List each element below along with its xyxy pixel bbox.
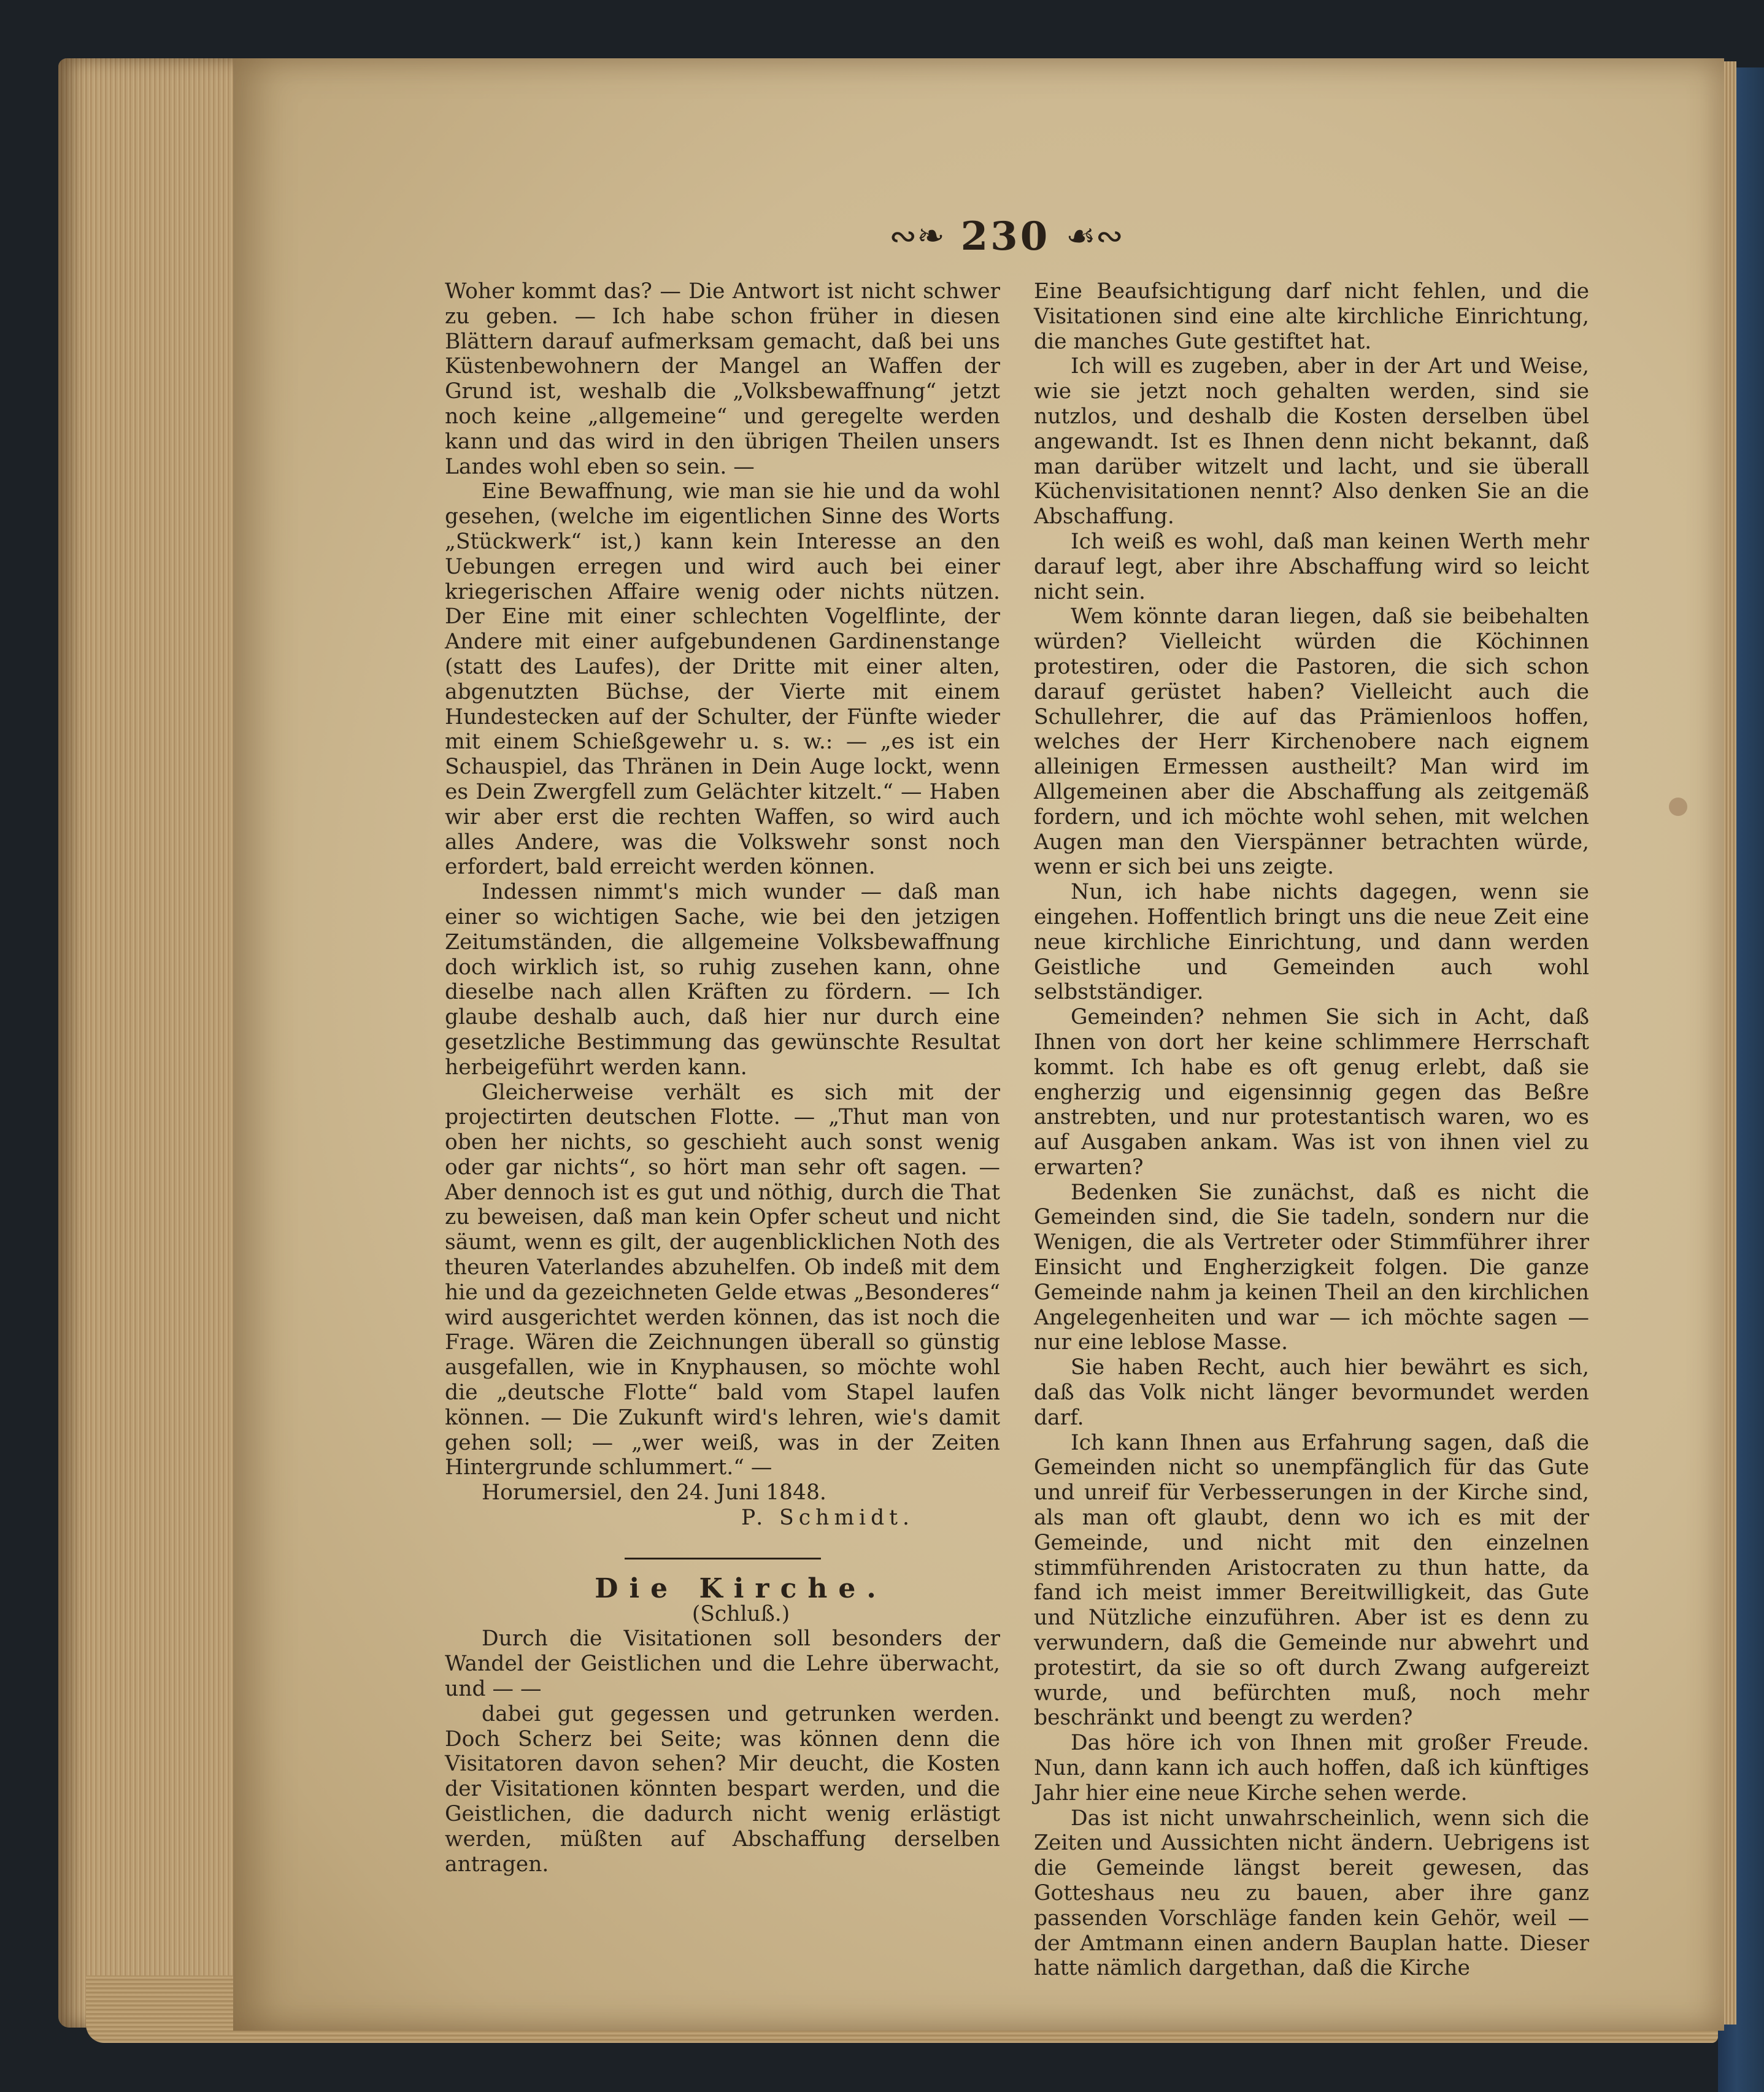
page-number: 230 [960,213,1050,260]
paragraph: Ich will es zugeben, aber in der Art und Weise, wie sie jetzt noch gehalten werden, sind sie nutzlos, und deshalb die Kosten derselben übel angewandt. Ist es Ihnen denn nicht bekannt, daß man darüber witzelt und lacht, und sie überall Küchenvisitationen nennt? Also denken Sie an die Abschaffung. [1034,354,1589,529]
author-signature: P. Schmidt. [741,1506,914,1531]
paragraph: Woher kommt das? — Die Antwort ist nicht schwer zu geben. — Ich habe schon früher in diesen Blättern darauf aufmerksam gemacht, daß bei uns Küstenbewohnern der Mangel an Waffen der Grund ist, weshalb die „Volksbewaffnung“ jetzt noch keine „allgemeine“ und geregelte werden kann und das wird in den übrigen Theilen unsers Landes wohl eben so sein. — [445,279,1000,479]
paragraph: Bedenken Sie zunächst, daß es nicht die Gemeinden sind, die Sie tadeln, sondern nur die Wenigen, die als Vertreter oder Stimmführer ihrer Einsicht und Engherzigkeit folgen. Die ganze Gemeinde nahm ja keinen Theil an den kirchlichen Angelegenheiten und war — ich möchte sagen — nur eine leblose Masse. [1034,1180,1589,1355]
paragraph: dabei gut gegessen und getrunken werden. Doch Scherz bei Seite; was können denn die Visitatoren davon sehen? Mir deucht, die Kosten der Visitationen könnten bespart werden, und die Geistlichen, die dadurch nicht wenig erlästigt werden, müßten auf Abschaffung derselben antragen. [445,1701,1000,1877]
paragraph: Sie haben Recht, auch hier bewährt es sich, daß das Volk nicht länger bevormundet werden darf. [1034,1355,1589,1430]
book-page-stack-left [58,58,261,2028]
section-title: Die Kirche. [595,1572,887,1604]
left-column [445,279,1000,1877]
place-date: Horumersiel, den 24. Juni 1848. [482,1480,826,1506]
paragraph: Das höre ich von Ihnen mit großer Freude. Nun, dann kann ich auch hoffen, daß ich künftiges Jahr hier eine neue Kirche sehen werde. [1034,1731,1589,1806]
page-header [847,212,1166,261]
paragraph: Durch die Visitationen soll besonders der Wandel der Geistlichen und die Lehre überwacht, und — — [445,1626,1000,1702]
paragraph: Gemeinden? nehmen Sie sich in Acht, daß Ihnen von dort her keine schlimmere Herrschaft kommt. Ich habe es oft genug erlebt, daß sie engherzig und eigensinnig gegen das Beßre anstrebten, und nur protestantisch waren, wo es auf Ausgaben ankam. Was ist von ihnen viel zu erwarten? [1034,1005,1589,1180]
paragraph: Eine Beaufsichtigung darf nicht fehlen, und die Visitationen sind eine alte kirchliche Einrichtung, die manches Gute gestiftet hat. [1034,279,1589,354]
paragraph: Nun, ich habe nichts dagegen, wenn sie eingehen. Hoffentlich bringt uns die neue Zeit eine neue kirchliche Einrichtung, und dann werden Geistliche und Gemeinden auch wohl selbstständiger. [1034,880,1589,1005]
paragraph: Eine Bewaffnung, wie man sie hie und da wohl gesehen, (welche im eigentlichen Sinne des Worts „Stückwerk“ ist,) kann kein Interesse an den Uebungen erregen und wird auch bei einer kriegerischen Affaire wenig oder nichts nützen. Der Eine mit einer schlechten Vogelflinte, der Andere mit einer aufgebundenen Gardinenstange (statt des Laufes), der Dritte mit einer alten, abgenutzten Büchse, der Vierte mit einem Hundestecken auf der Schulter, der Fünfte wieder mit einem Schießgewehr u. s. w.: — „es ist ein Schauspiel, das Thränen in Dein Auge lockt, wenn es Dein Zwergfell zum Gelächter kitzelt.“ — Haben wir aber erst die rechten Waffen, so wird auch alles Andere, was die Volkswehr sonst noch erfordert, bald erreicht werden können. [445,479,1000,880]
paper-stain [1669,798,1687,816]
paragraph: Ich kann Ihnen aus Erfahrung sagen, daß die Gemeinden nicht so unempfänglich für das Gute und unreif für Verbesserungen in der Kirche sind, als man oft glaubt, denn wo ich es mit der Gemeinde, und nicht mit den einzelnen stimmführenden Aristocraten zu thun hatte, da fand ich meist immer Bereitwilligkeit, das Gute und Nützliche einzuführen. Aber ist es denn zu verwundern, daß die Gemeinde nur abwehrt und protestirt, da sie so oft durch Zwang aufgereizt wurde, und befürchten muß, noch mehr beschränkt und beengt zu werden? [1034,1430,1589,1731]
paragraph: Gleicherweise verhält es sich mit der projectirten deutschen Flotte. — „Thut man von oben her nichts, so geschieht auch sonst wenig oder gar nichts“, so hört man sehr oft sagen. — Aber dennoch ist es gut und nöthig, durch die That zu beweisen, daß man kein Opfer scheut und nicht säumt, wenn es gilt, der augenblicklichen Noth des theuren Vaterlandes abzuhelfen. Ob indeß mit dem hie und da gezeichneten Gelde etwas „Besonderes“ wird ausgerichtet werden können, das ist noch die Frage. Wären die Zeichnungen überall so günstig ausgefallen, wie in Knyphausen, so möchte wohl die „deutsche Flotte“ bald vom Stapel laufen können. — Die Zukunft wird's lehren, wie's damit gehen soll; — „wer weiß, was in der Zeiten Hintergrunde schlummert.“ — [445,1080,1000,1480]
right-column [1034,279,1589,1981]
paragraph: Indessen nimmt's mich wunder — daß man einer so wichtigen Sache, wie bei den jetzigen Zeitumständen, die allgemeine Volksbewaffnung doch wirklich ist, so ruhig zusehen kann, ohne dieselbe nach allen Kräften zu fördern. — Ich glaube deshalb auch, daß hier nur durch eine gesetzliche Bestimmung das gewünschte Resultat herbeigeführt werden kann. [445,880,1000,1080]
paragraph: Ich weiß es wohl, daß man keinen Werth mehr darauf legt, aber ihre Abschaffung wird so leicht nicht sein. [1034,529,1589,604]
paragraph: Das ist nicht unwahrscheinlich, wenn sich die Zeiten und Aussichten nicht ändern. Uebrigens ist die Gemeinde längst bereit gewesen, das Gotteshaus neu zu bauen, aber ihre ganz passenden Vorschläge fanden kein Gehör, weil — der Amtmann einen andern Bauplan hatte. Dieser hatte nämlich dargethan, daß die Kirche [1034,1806,1589,1981]
ornament-right-icon: ☙∾ [1066,217,1123,255]
section-subtitle: (Schluß.) [691,1601,790,1626]
paragraph: Wem könnte daran liegen, daß sie beibehalten würden? Vielleicht würden die Köchinnen protestiren, oder die Pastoren, die sich schon darauf gerüstet haben? Vielleicht auch die Schullehrer, die auf das Prämienloos hoffen, welches der Herr Kirchenobere nach eignem alleinigen Ermessen austheilt? Man wird im Allgemeinen aber die Abschaffung als zeitgemäß fordern, und ich möchte wohl sehen, mit welchen Augen man den Vierspänner betrachten würde, wenn er sich bei uns zeigte. [1034,604,1589,880]
section-divider [625,1558,821,1559]
ornament-left-icon: ∾❧ [889,217,945,255]
